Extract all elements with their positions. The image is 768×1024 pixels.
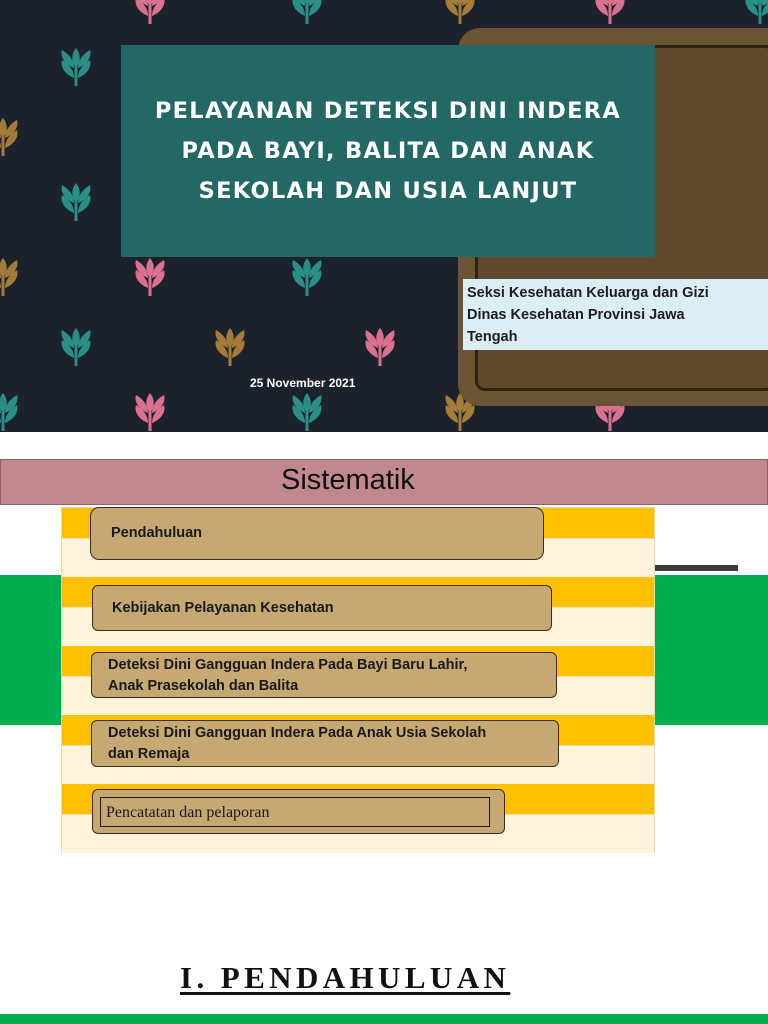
agenda-item-kebijakan[interactable]: [92, 585, 552, 631]
subtitle-line: Dinas Kesehatan Provinsi Jawa: [467, 307, 685, 323]
leaf-sprig-icon: [62, 183, 91, 221]
title-line: SEKOLAH DAN USIA LANJUT: [198, 178, 578, 204]
leaf-sprig-icon: [0, 258, 18, 296]
leaf-sprig-icon: [366, 328, 395, 366]
leaf-sprig-icon: [293, 393, 322, 431]
agenda-item-pendahuluan[interactable]: [90, 507, 544, 560]
subtitle-line: Seksi Kesehatan Keluarga dan Gizi: [467, 285, 709, 301]
leaf-sprig-icon: [746, 0, 768, 24]
leaf-sprig-icon: [62, 48, 91, 86]
agenda-item-label: Pencatatan dan pelaporan: [100, 797, 490, 827]
agenda-item-label: Deteksi Dini Gangguan Indera Pada Bayi Baru Lahir,: [108, 657, 468, 673]
title-line: PELAYANAN DETEKSI DINI INDERA: [154, 98, 622, 124]
agenda-item-label: dan Remaja: [108, 746, 190, 762]
subtitle-box: [463, 279, 768, 350]
agenda-item-deteksi-bayi[interactable]: [91, 652, 557, 698]
agenda-item-label: Deteksi Dini Gangguan Indera Pada Anak Usia Sekolah: [108, 725, 487, 741]
agenda-item-deteksi-sekolah[interactable]: [91, 720, 559, 767]
leaf-sprig-icon: [136, 393, 165, 431]
presentation-date: 25 November 2021: [250, 376, 356, 390]
leaf-sprig-icon: [136, 258, 165, 296]
leaf-sprig-icon: [293, 258, 322, 296]
leaf-sprig-icon: [446, 0, 475, 24]
section-title: I. PENDAHULUAN: [180, 960, 511, 995]
title-slide: [0, 0, 768, 432]
leaf-sprig-icon: [62, 328, 91, 366]
leaf-sprig-icon: [136, 0, 165, 24]
leaf-sprig-icon: [0, 118, 18, 156]
leaf-sprig-icon: [293, 0, 322, 24]
title-box: [121, 45, 655, 257]
agenda-heading-line: Sistematik: [281, 464, 415, 496]
divider-line: [652, 565, 738, 571]
agenda-item-label: Kebijakan Pelayanan Kesehatan: [112, 599, 334, 616]
slide-title: [128, 91, 648, 211]
subtitle-line: Tengah: [467, 329, 518, 345]
green-band-bottom: [0, 1010, 768, 1024]
leaf-sprig-icon: [596, 0, 625, 24]
agenda-item-label: Pendahuluan: [111, 525, 203, 541]
agenda-item-label: Anak Prasekolah dan Balita: [108, 678, 299, 694]
agenda-item-pencatatan[interactable]: [92, 789, 505, 834]
leaf-sprig-icon: [216, 328, 245, 366]
title-line: PADA BAYI, BALITA DAN ANAK: [181, 138, 595, 164]
leaf-sprig-icon: [0, 393, 18, 431]
